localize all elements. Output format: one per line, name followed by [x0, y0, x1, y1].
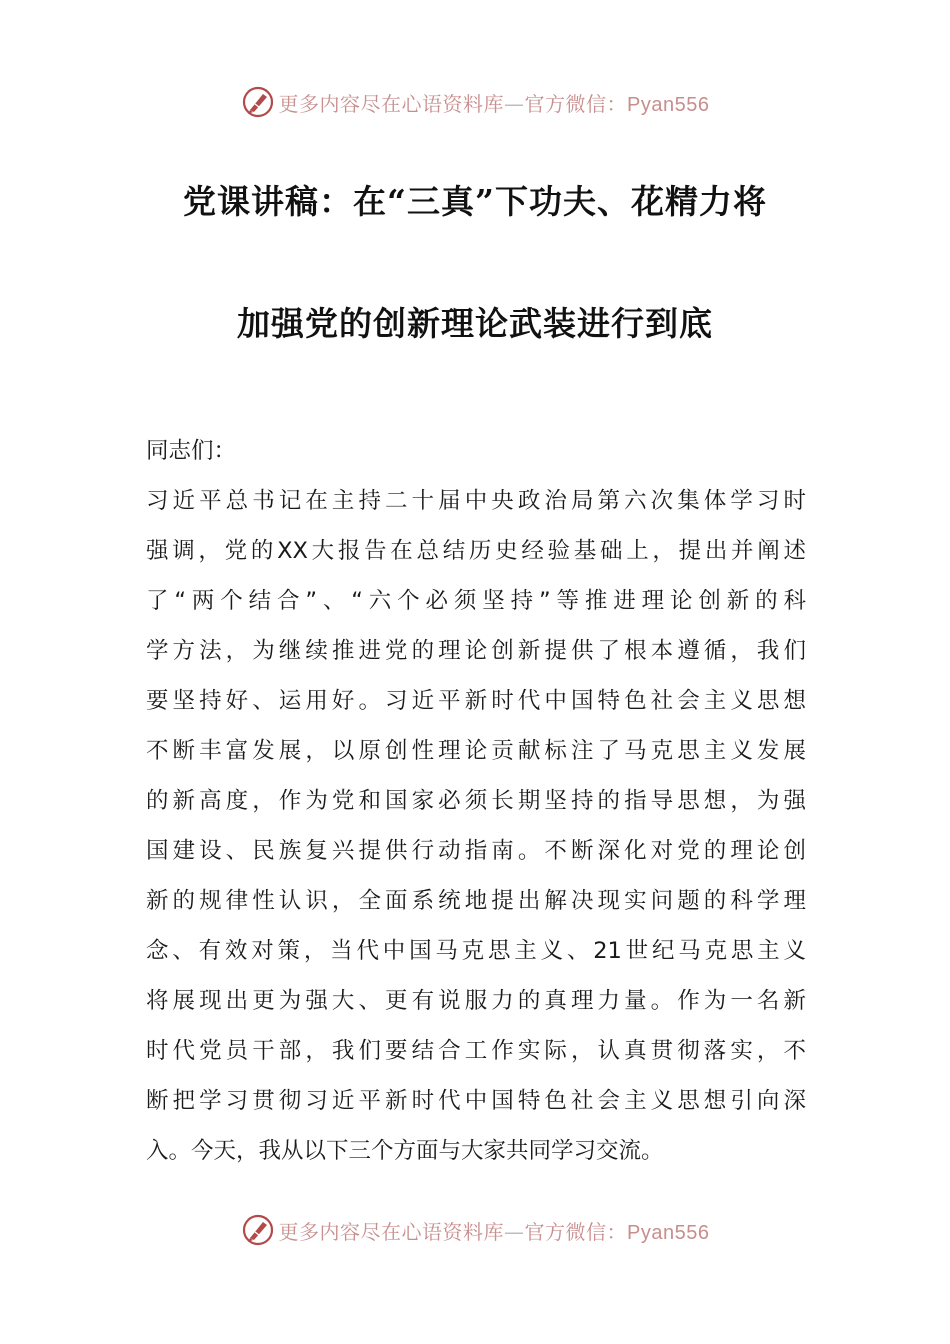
pen-nib-icon	[241, 1213, 275, 1247]
body-line: 将展现出更为强大、更有说服力的真理力量。作为一名新	[146, 988, 806, 1014]
watermark-text	[279, 1216, 710, 1245]
pen-nib-icon	[241, 85, 275, 119]
body-line: 不断丰富发展，以原创性理论贡献标注了马克思主义发展	[146, 738, 806, 764]
body-line: 要坚持好、运用好。习近平新时代中国特色社会主义思想	[146, 688, 806, 714]
watermark-site: 更多内容尽在心语资料库	[278, 91, 505, 116]
watermark-header	[0, 80, 950, 124]
watermark-wechat-id: Pyan556	[627, 1221, 710, 1244]
watermark-text	[279, 88, 710, 117]
watermark-footer	[0, 1208, 950, 1252]
body-line: 习近平总书记在主持二十届中央政治局第六次集体学习时	[146, 488, 806, 514]
document-title-line-2: 加强党的创新理论武装进行到底	[237, 304, 713, 343]
body-line: 国建设、民族复兴提供行动指南。不断深化对党的理论创	[146, 838, 806, 864]
document-body	[146, 426, 806, 1176]
body-line: 的新高度，作为党和国家必须长期坚持的指导思想，为强	[146, 788, 806, 814]
watermark-dash: —	[504, 1219, 525, 1244]
body-line: 时代党员干部，我们要结合工作实际，认真贯彻落实，不	[146, 1038, 806, 1064]
greeting: 同志们：	[146, 438, 237, 464]
body-line: 念、有效对策，当代中国马克思主义、21世纪马克思主义	[146, 938, 806, 964]
watermark-dash: —	[504, 91, 525, 116]
body-line: 断把学习贯彻习近平新时代中国特色社会主义思想引向深	[146, 1088, 806, 1114]
watermark-wechat-label: 官方微信：	[524, 1219, 628, 1244]
body-line: 了“两个结合”、“六个必须坚持”等推进理论创新的科	[146, 588, 806, 614]
document-title-line-1: 党课讲稿：在“三真”下功夫、花精力将	[183, 182, 767, 221]
body-line: 入。今天，我从以下三个方面与大家共同学习交流。	[146, 1138, 664, 1164]
body-line: 学方法，为继续推进党的理论创新提供了根本遵循，我们	[146, 638, 806, 664]
body-line: 新的规律性认识，全面系统地提出解决现实问题的科学理	[146, 888, 806, 914]
watermark-wechat-label: 官方微信：	[524, 91, 628, 116]
watermark-wechat-id: Pyan556	[627, 93, 710, 116]
body-line: 强调，党的XX大报告在总结历史经验基础上，提出并阐述	[146, 538, 806, 564]
watermark-site: 更多内容尽在心语资料库	[278, 1219, 505, 1244]
